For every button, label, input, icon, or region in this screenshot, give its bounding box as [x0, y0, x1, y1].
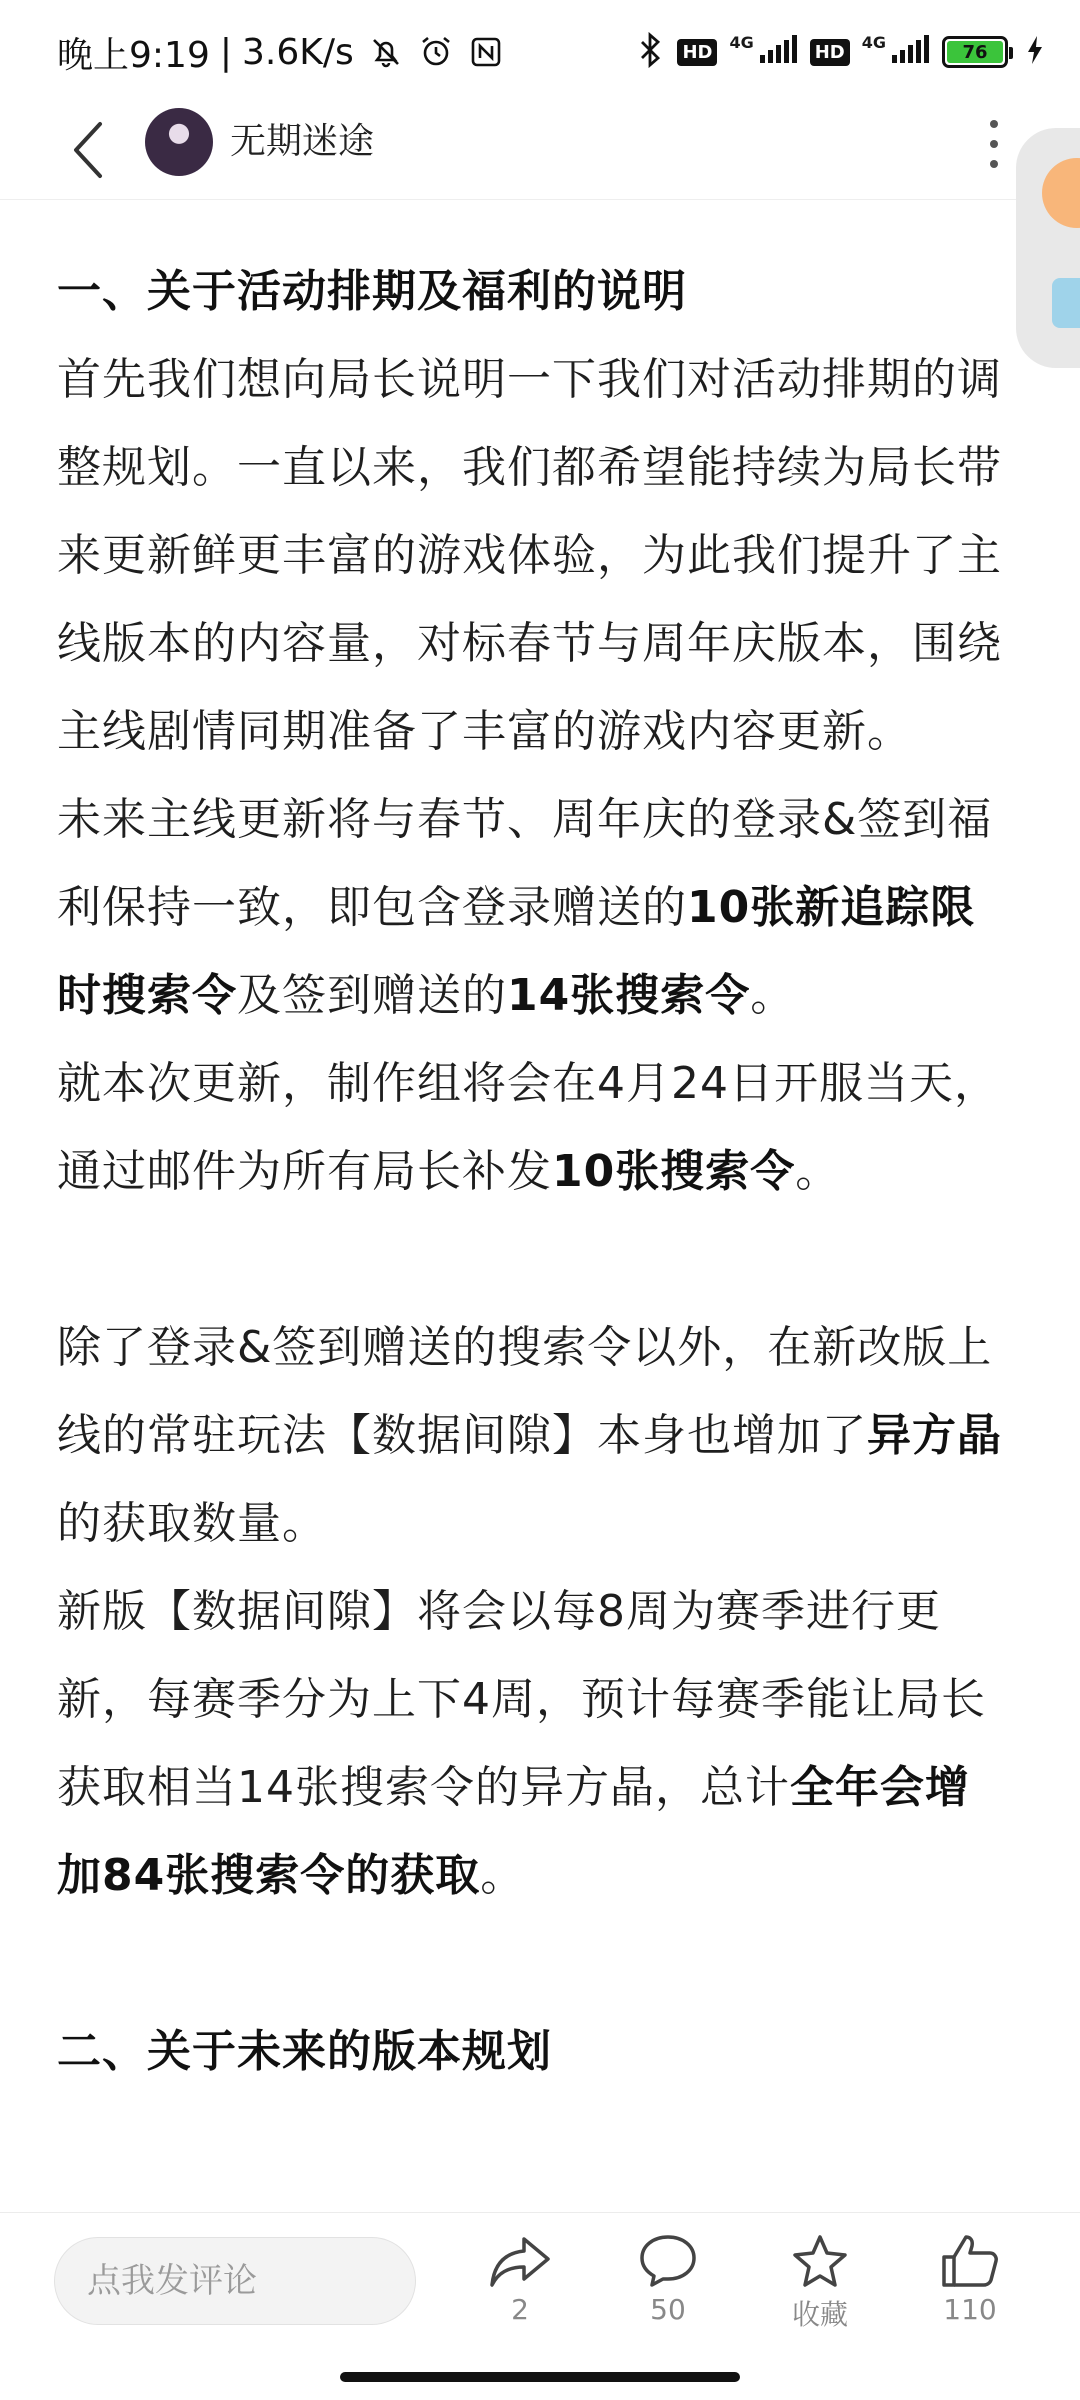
comment-count: 50 — [650, 2293, 686, 2326]
like-button[interactable] — [910, 2233, 1030, 2343]
favorite-label: 收藏 — [791, 2298, 848, 2331]
paragraph — [57, 1040, 1007, 1216]
home-indicator[interactable] — [340, 2372, 740, 2382]
text: 。 — [480, 1850, 526, 1901]
battery-icon — [942, 36, 1008, 68]
comment-button[interactable] — [608, 2233, 728, 2343]
share-icon — [488, 2233, 552, 2289]
text: 除了登录&签到赠送的搜索令以外，在新改版上线的常驻玩法【数据间隙】本身也增加了 — [57, 1322, 993, 1461]
text: 。 — [750, 970, 796, 1021]
text: 及签到赠送的 — [237, 970, 507, 1021]
dnd-icon — [368, 34, 404, 70]
floating-widget-icon[interactable] — [1042, 158, 1080, 228]
paragraph — [57, 1568, 1007, 1920]
highlight-text: 异方晶 — [867, 1410, 1002, 1461]
text: 就本次更新，制作组将会在4月24日开服当天，通过邮件为所有局长补发 — [57, 1058, 999, 1197]
app-header — [0, 100, 1080, 200]
comment-input[interactable]: 点我发评论 — [54, 2237, 416, 2325]
battery-level: 76 — [947, 41, 1003, 63]
thumbs-up-icon — [940, 2233, 1000, 2289]
charging-icon — [1026, 35, 1044, 69]
hd-badge-2: HD — [810, 39, 850, 66]
paragraph — [57, 1304, 1007, 1568]
section-heading: 一、关于活动排期及福利的说明 — [57, 266, 687, 317]
bluetooth-icon — [635, 32, 665, 72]
author-avatar[interactable] — [145, 108, 213, 176]
dot — [990, 160, 998, 168]
share-button[interactable] — [460, 2233, 580, 2343]
chevron-left-icon — [68, 120, 108, 180]
text: 。 — [795, 1146, 841, 1197]
dot — [990, 140, 998, 148]
back-button[interactable] — [56, 114, 120, 186]
more-options-button[interactable] — [978, 114, 1010, 174]
highlight-text: 全年会增加84张搜索令的获取 — [57, 1762, 970, 1901]
text: 未来主线更新将与春节、周年庆的登录&签到福利保持一致，即包含登录赠送的 — [57, 794, 993, 933]
paragraph: 首先我们想向局长说明一下我们对活动排期的调整规划。一直以来，我们都希望能持续为局长带来更新鲜更丰富的游戏体验，为此我们提升了主线版本的内容量，对标春节与周年庆版本，围绕主线剧情同期准备了丰富的游戏内容更新。 — [57, 354, 1002, 757]
highlight-text: 10张新追踪限时搜索令 — [57, 882, 976, 1021]
section-heading: 二、关于未来的版本规划 — [57, 2026, 552, 2077]
like-count: 110 — [943, 2293, 997, 2326]
text: 新版【数据间隙】将会以每8周为赛季进行更新，每赛季分为上下4周，预计每赛季能让局长获取相当14张搜索令的异方晶，总计 — [57, 1586, 986, 1813]
paragraph-gap — [57, 1216, 1007, 1304]
author-name[interactable]: 无期迷途 — [230, 121, 375, 162]
status-time: 晚上9:19 — [57, 34, 210, 76]
signal-icon — [758, 35, 798, 69]
article-body — [57, 248, 1007, 2096]
status-separator: | — [219, 31, 232, 73]
floating-side-widget[interactable] — [1016, 128, 1080, 368]
signal-icon — [890, 35, 930, 69]
alarm-icon — [418, 34, 454, 70]
status-left — [57, 28, 504, 76]
share-count: 2 — [511, 2293, 529, 2326]
nfc-icon — [468, 34, 504, 70]
highlight-text: 10张搜索令 — [552, 1146, 796, 1197]
status-right — [635, 28, 1044, 76]
status-bar — [0, 0, 1080, 100]
text: 的获取数量。 — [57, 1498, 327, 1549]
hd-badge-1: HD — [677, 39, 717, 66]
favorite-button[interactable] — [760, 2233, 880, 2343]
status-net-speed: 3.6K/s — [241, 31, 354, 73]
dot — [990, 120, 998, 128]
paragraph — [57, 776, 1007, 1040]
network-type-2: 4G — [861, 32, 886, 52]
floating-widget-thumb[interactable] — [1052, 278, 1080, 328]
network-type-1: 4G — [729, 32, 754, 52]
paragraph-gap — [57, 1920, 1007, 2008]
highlight-text: 14张搜索令 — [507, 970, 751, 1021]
star-icon — [790, 2233, 850, 2289]
comment-icon — [638, 2233, 698, 2289]
